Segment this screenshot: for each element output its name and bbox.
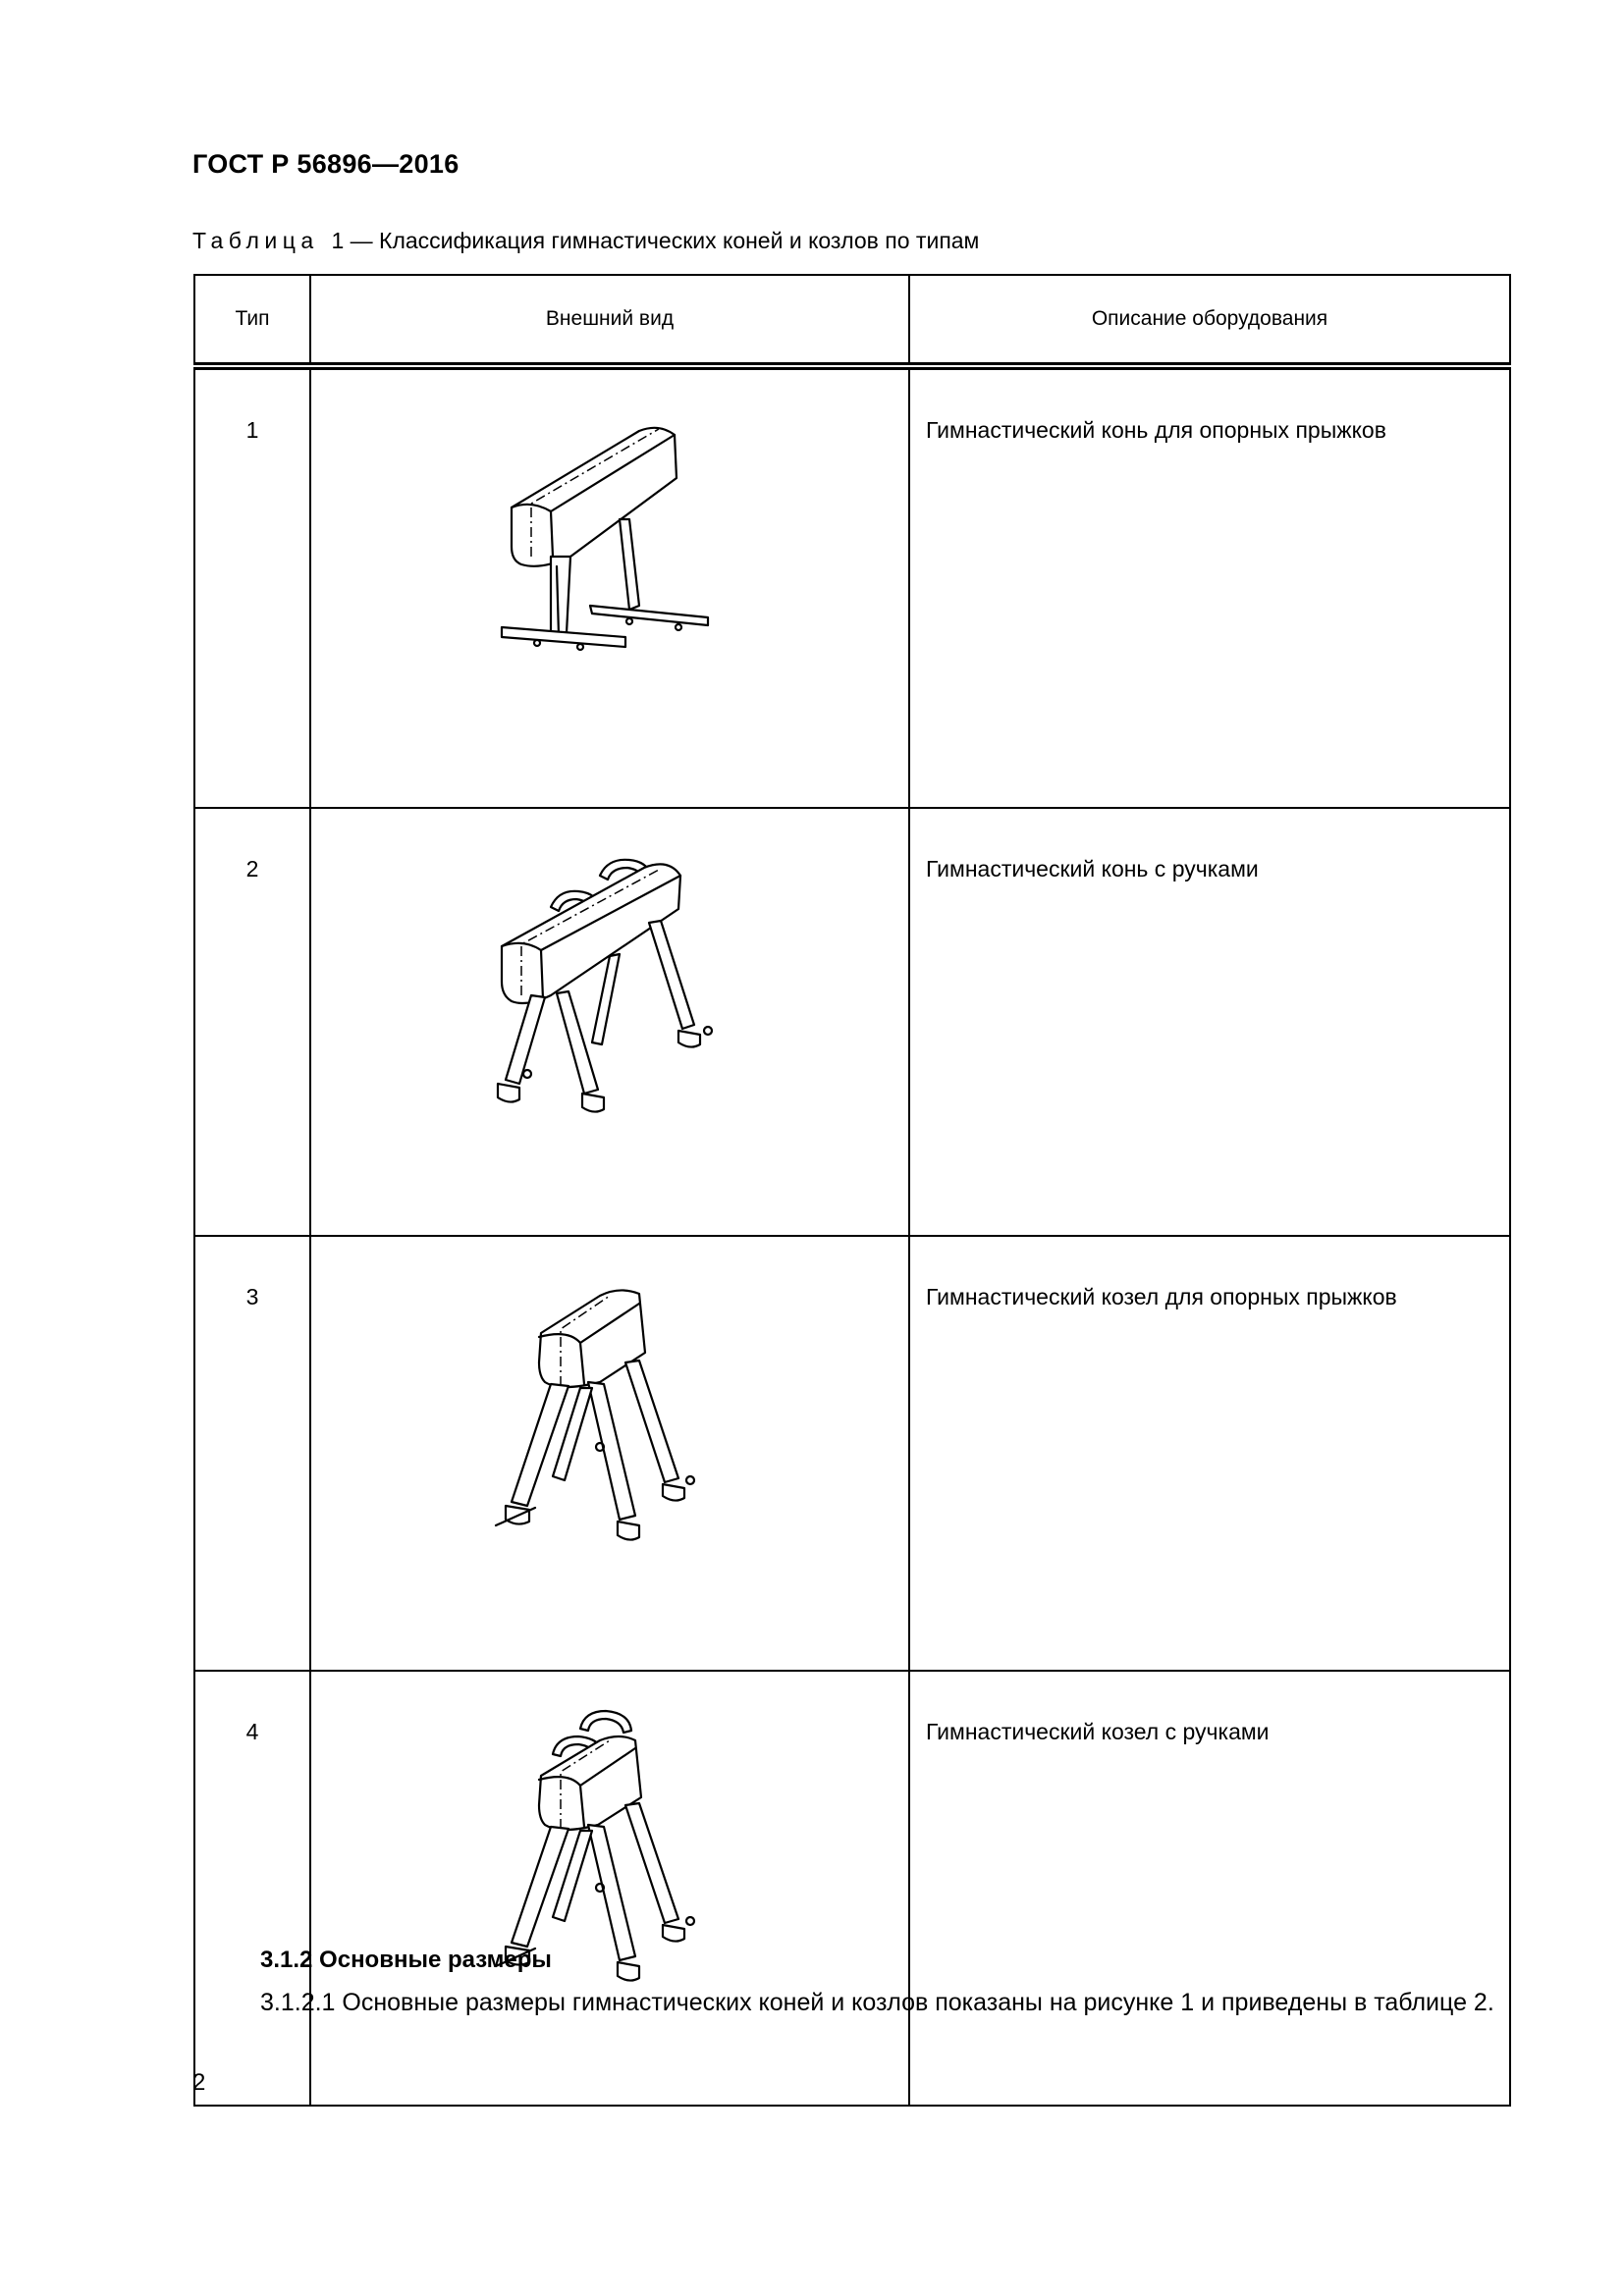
column-header-appearance: Внешний вид <box>310 275 909 366</box>
description-cell: Гимнастический козел для опорных прыжков <box>909 1236 1510 1671</box>
buck-with-handles-drawing <box>482 1705 737 2029</box>
standard-code: ГОСТ Р 56896—2016 <box>192 149 460 179</box>
table-row <box>194 1671 1510 2106</box>
description-cell: Гимнастический конь с ручками <box>909 808 1510 1236</box>
vaulting-horse-drawing <box>482 409 737 743</box>
table-row <box>194 1236 1510 1671</box>
vaulting-buck-drawing <box>482 1274 737 1588</box>
appearance-cell <box>310 366 909 808</box>
table-row <box>194 808 1510 1236</box>
type-cell: 4 <box>194 1671 310 2106</box>
table-caption <box>192 228 979 254</box>
type-cell: 3 <box>194 1236 310 1671</box>
appearance-cell <box>310 1236 909 1671</box>
pommel-horse-drawing <box>472 848 747 1143</box>
section-heading: 3.1.2 Основные размеры <box>260 1947 552 1973</box>
description-cell: Гимнастический козел с ручками <box>909 1671 1510 2106</box>
type-cell: 1 <box>194 366 310 808</box>
appearance-cell <box>310 808 909 1236</box>
description-cell: Гимнастический конь для опорных прыжков <box>909 366 1510 808</box>
table-caption-label: Таблица <box>192 228 319 253</box>
page-number: 2 <box>192 2069 206 2096</box>
section-paragraph: 3.1.2.1 Основные размеры гимнастических коней и козлов показаны на рисунке 1 и приведены в таблице 2. <box>260 1989 1494 2016</box>
column-header-description: Описание оборудования <box>909 275 1510 366</box>
appearance-cell <box>310 1671 909 2106</box>
classification-table <box>193 274 1511 2107</box>
column-header-type: Тип <box>194 275 310 366</box>
type-cell: 2 <box>194 808 310 1236</box>
table-row <box>194 366 1510 808</box>
table-header-row <box>194 275 1510 366</box>
table-caption-title: 1 — Классификация гимнастических коней и козлов по типам <box>331 228 980 253</box>
